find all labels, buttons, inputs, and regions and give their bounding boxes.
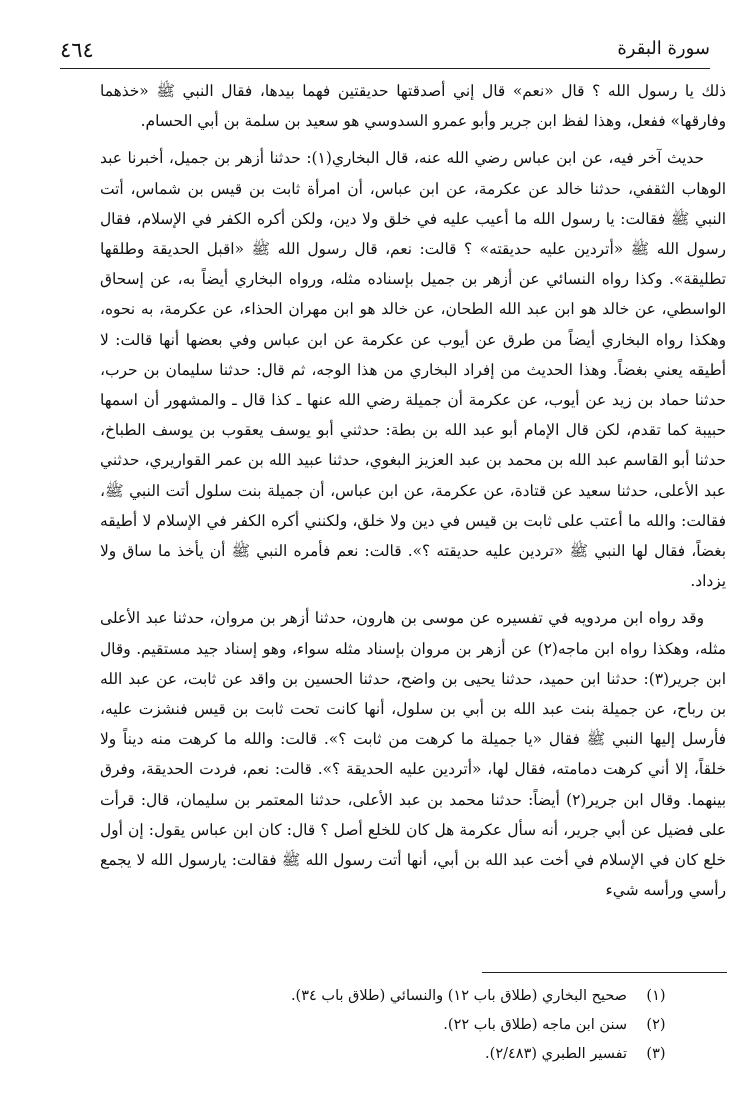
footnotes — [85, 982, 685, 1069]
footnote-separator — [482, 972, 727, 973]
paragraph-3: وقد رواه ابن مردويه في تفسيره عن موسى بن هارون، حدثنا أزهر بن مروان، حدثنا عبد الأعلى مثله، وهكذا رواه ابن ماجه(٢) عن أزهر بن مروان بإسناد مثله سواء، وهو إسناد جيد مستقيم. وقال ابن جرير(٣): حدثنا ابن حميد، حدثنا يحيى بن واضح، حدثنا الحسين بن واقد عن ثابت، عن عبد الله بن رباح، عن جميلة بنت عبد الله بن أبي بن سلول، أنها كانت تحت ثابت بن قيس فنشزت عليه، فأرسل إليها النبي ﷺ فقال «يا جميلة ما كرهت من ثابت ؟». قالت: والله ما كرهت منه ديناً ولا خلقاً، إلا أني كرهت دمامته، فقال لها، «أتردين عليه الحديقة ؟». قالت: نعم، فردت الحديقة، وفرق بينهما. وقال ابن جرير(٢) أيضاً: حدثنا محمد بن عبد الأعلى، حدثنا المعتمر بن سليمان، قال: قرأت على فضيل عن أبي جرير، أنه سأل عكرمة هل كان للخلع أصل ؟ قال: كان ابن عباس يقول: إن أول خلع كان في الإسلام في أخت عبد الله بن أبي، أنها أتت رسول الله ﷺ فقالت: يارسول الله لا يجمع رأسي ورأسه شيء — [100, 609, 726, 900]
footnote-text: سنن ابن ماجه (طلاق باب ٢٢). — [443, 1017, 627, 1033]
running-header — [60, 34, 710, 69]
footnote-3 — [85, 1040, 685, 1069]
footnote-number: (٢) — [646, 1017, 666, 1033]
paragraph-1: ذلك يا رسول الله ؟ قال «نعم» قال إني أصدقتها حديقتين فهما بيدها، فقال النبي ﷺ «خذهما وفارقها» ففعل، وهذا لفظ ابن جرير وأبو عمرو السدوسي هو سعيد بن سلمة بن أبي الحسام. — [100, 82, 726, 131]
surah-title: سورة البقرة — [617, 38, 710, 59]
page-number: ٤٦٤ — [60, 38, 94, 62]
footnote-number: (٣) — [646, 1046, 666, 1062]
footnote-text: تفسير الطبري (٢/٤٨٣). — [485, 1046, 627, 1062]
footnote-number: (١) — [646, 988, 666, 1004]
footnote-1 — [85, 982, 685, 1011]
footnote-text: صحيح البخاري (طلاق باب ١٢) والنسائي (طلاق باب ٣٤). — [290, 988, 627, 1004]
main-text — [100, 76, 726, 905]
paragraph-2: حديث آخر فيه، عن ابن عباس رضي الله عنه، قال البخاري(١): حدثنا أزهر بن جميل، أخبرنا عبد الوهاب الثقفي، حدثنا خالد عن عكرمة، عن ابن عباس، أن امرأة ثابت بن قيس بن شماس، أتت النبي ﷺ فقالت: يا رسول الله ما أعيب عليه في خلق ولا دين، ولكن أكره الكفر في الإسلام، فقال رسول الله ﷺ «أتردين عليه حديقته» ؟ قالت: نعم، قال رسول الله ﷺ «اقبل الحديقة وطلقها تطليقة». وكذا رواه النسائي عن أزهر بن جميل بإسناده مثله، ورواه البخاري أيضاً به، عن إسحاق الواسطي، عن خالد هو ابن عبد الله الطحان، عن خالد هو ابن مهران الحذاء، عن عكرمة، به نحوه، وهكذا رواه البخاري أيضاً من طرق عن أيوب عن عكرمة عن ابن عباس وفي بعضها أنها قالت: لا أطيقه يعني بغضاً. وهذا الحديث من إفراد البخاري من هذا الوجه، ثم قال: حدثنا سليمان بن حرب، حدثنا حماد بن زيد عن أيوب، عن عكرمة أن جميلة رضي الله عنها ـ كذا قال ـ والمشهور أن اسمها حبيبة كما تقدم، لكن قال الإمام أبو عبد الله بن بطة: حدثني أبو يوسف يعقوب بن يوسف الطباخ، حدثنا أبو القاسم عبد الله بن محمد بن عبد العزيز البغوي، حدثنا عبيد الله بن عمر القواريري، حدثني عبد الأعلى، حدثنا سعيد عن قتادة، عن عكرمة، عن ابن عباس، أن جميلة بنت سلول أتت النبي ﷺ، فقالت: والله ما أعتب على ثابت بن قيس في دين ولا خلق، ولكنني أكره الكفر في الإسلام لا أطيقه بغضاً، فقال لها النبي ﷺ «تردين عليه حديقته ؟». قالت: نعم فأمره النبي ﷺ أن يأخذ ما ساق ولا يزداد. — [100, 149, 726, 591]
footnote-2 — [85, 1011, 685, 1040]
